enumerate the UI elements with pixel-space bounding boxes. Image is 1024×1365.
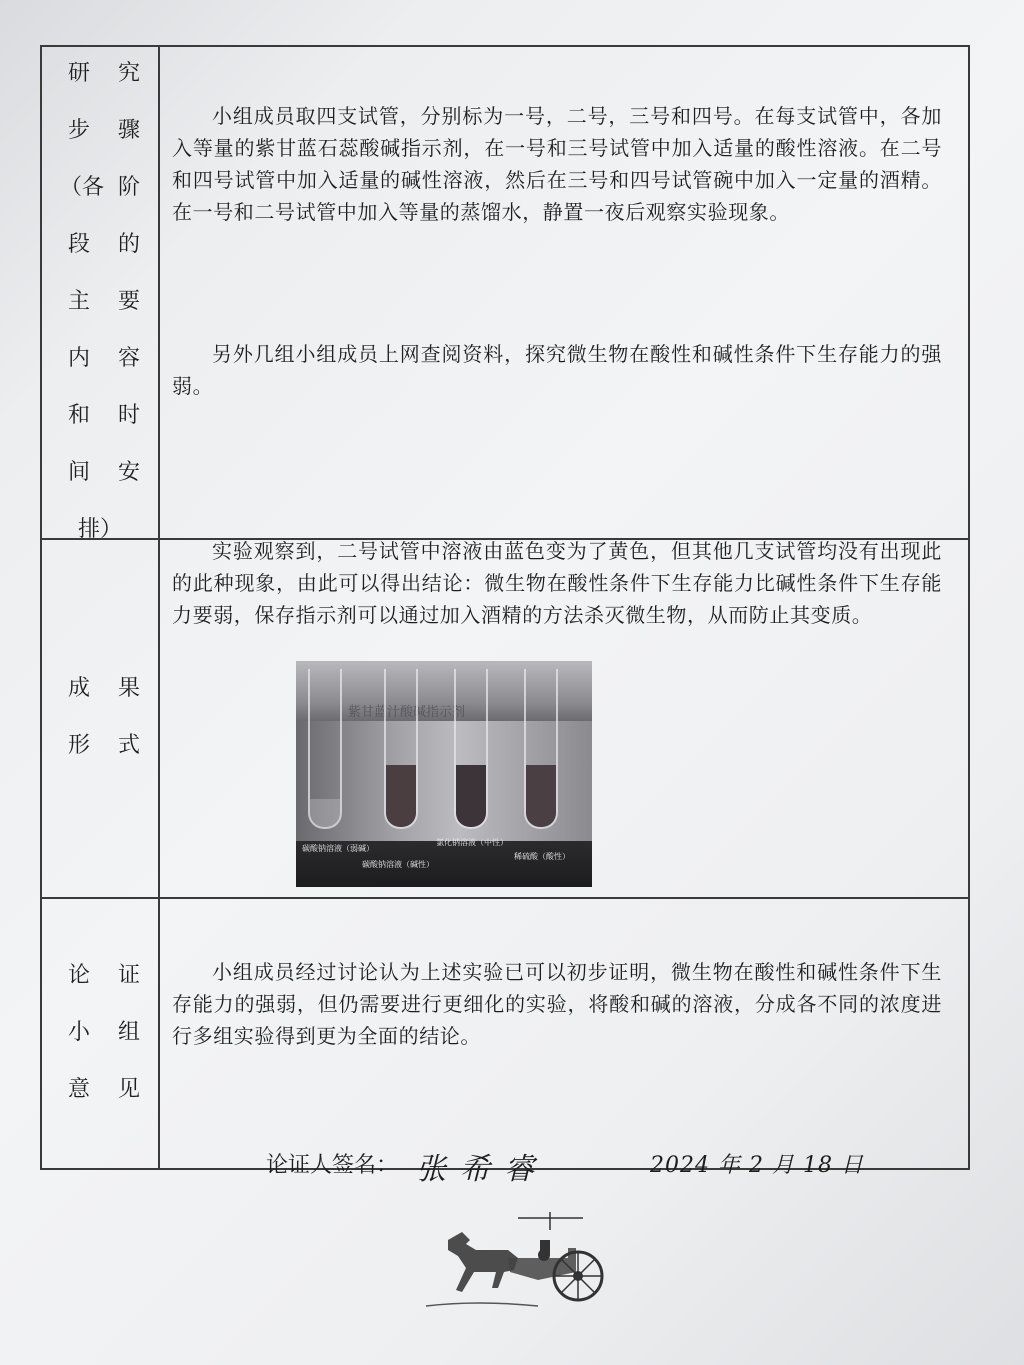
results-form-content — [172, 535, 942, 631]
label-char: 主 — [68, 288, 91, 314]
row-divider-2 — [40, 897, 970, 899]
label-char: 步 — [68, 117, 91, 143]
test-tube-2 — [384, 669, 418, 829]
label-char: 果 — [117, 675, 140, 701]
test-tube-4 — [524, 669, 558, 829]
research-steps-paragraph-1: 小组成员取四支试管，分别标为一号，二号，三号和四号。在每支试管中，各加入等量的紫甘蓝石蕊酸碱指示剂，在一号和三号试管中加入适量的酸性溶液。在二号和四号试管中加入适量的碱性溶液，然后在三号和四号试管碗中加入一定量的酒精。在一号和二号试管中加入等量的蒸馏水，静置一夜后观察实验现象。 — [172, 104, 942, 224]
label-char: 论 — [68, 962, 91, 988]
label-char: 的 — [117, 231, 140, 257]
signature-label: 论证人签名： — [266, 1153, 399, 1178]
label-char: 研 — [68, 60, 91, 86]
research-steps-content — [172, 100, 942, 228]
photo-caption-2: 氯化钠溶液（中性） — [436, 838, 508, 847]
experiment-photo — [296, 661, 592, 887]
photo-caption-3: 稀硫酸（酸性） — [514, 852, 570, 861]
photo-top-caption: 紫甘蓝汁酸碱指示剂 — [348, 705, 466, 720]
label-char: 时 — [117, 402, 140, 428]
label-char: 式 — [117, 732, 140, 758]
test-tube-3 — [454, 669, 488, 829]
research-steps-paragraph-2: 另外几组小组成员上网查阅资料，探究微生物在酸性和碱性条件下生存能力的强弱。 — [172, 342, 942, 398]
handwritten-signature: 张希睿 — [416, 1152, 548, 1187]
label-char: 阶 — [117, 174, 140, 200]
label-char: 排） — [78, 516, 123, 542]
label-char: 间 — [68, 459, 91, 485]
label-char: 组 — [117, 1019, 140, 1045]
table-column-divider — [158, 45, 160, 1170]
label-char: 意 — [68, 1076, 91, 1102]
label-char: 成 — [68, 675, 91, 701]
label-char: 容 — [117, 345, 140, 371]
label-char: 要 — [117, 288, 140, 314]
label-char: （各 — [60, 174, 105, 200]
signature-row — [266, 1146, 886, 1186]
results-paragraph: 实验观察到，二号试管中溶液由蓝色变为了黄色，但其他几支试管均没有出现此的此种现象，由此可以得出结论：微生物在酸性条件下生存能力比碱性条件下生存能力要弱，保存指示剂可以通过加入酒精的方法杀灭微生物，从而防止其变质。 — [172, 539, 942, 627]
test-tube-1 — [308, 669, 342, 829]
photo-caption-4: 碳酸钠溶液（碱性） — [362, 860, 434, 869]
review-opinion-label — [42, 947, 158, 1118]
photo-caption-1: 碳酸钠溶液（弱碱） — [302, 844, 374, 853]
label-char: 见 — [117, 1076, 140, 1102]
label-char: 骤 — [117, 117, 140, 143]
research-steps-label — [42, 45, 158, 558]
review-paragraph: 小组成员经过讨论认为上述实验已可以初步证明，微生物在酸性和碱性条件下生存能力的强弱，但仍需要进行更细化的实验，将酸和碱的溶液，分成各不同的浓度进行多组实验得到更为全面的结论。 — [172, 960, 942, 1048]
label-char: 究 — [117, 60, 140, 86]
label-char: 段 — [68, 231, 91, 257]
label-char: 安 — [117, 459, 140, 485]
results-form-label — [42, 660, 158, 774]
signature-date: 2024 年 2 月 18 日 — [650, 1153, 864, 1178]
research-steps-content-2 — [172, 338, 942, 402]
label-char: 和 — [68, 402, 91, 428]
label-char: 内 — [68, 345, 91, 371]
chariot-emblem-icon — [418, 1210, 608, 1310]
label-char: 小 — [68, 1019, 91, 1045]
label-char: 证 — [117, 962, 140, 988]
label-char: 形 — [68, 732, 91, 758]
review-opinion-content — [172, 956, 942, 1052]
